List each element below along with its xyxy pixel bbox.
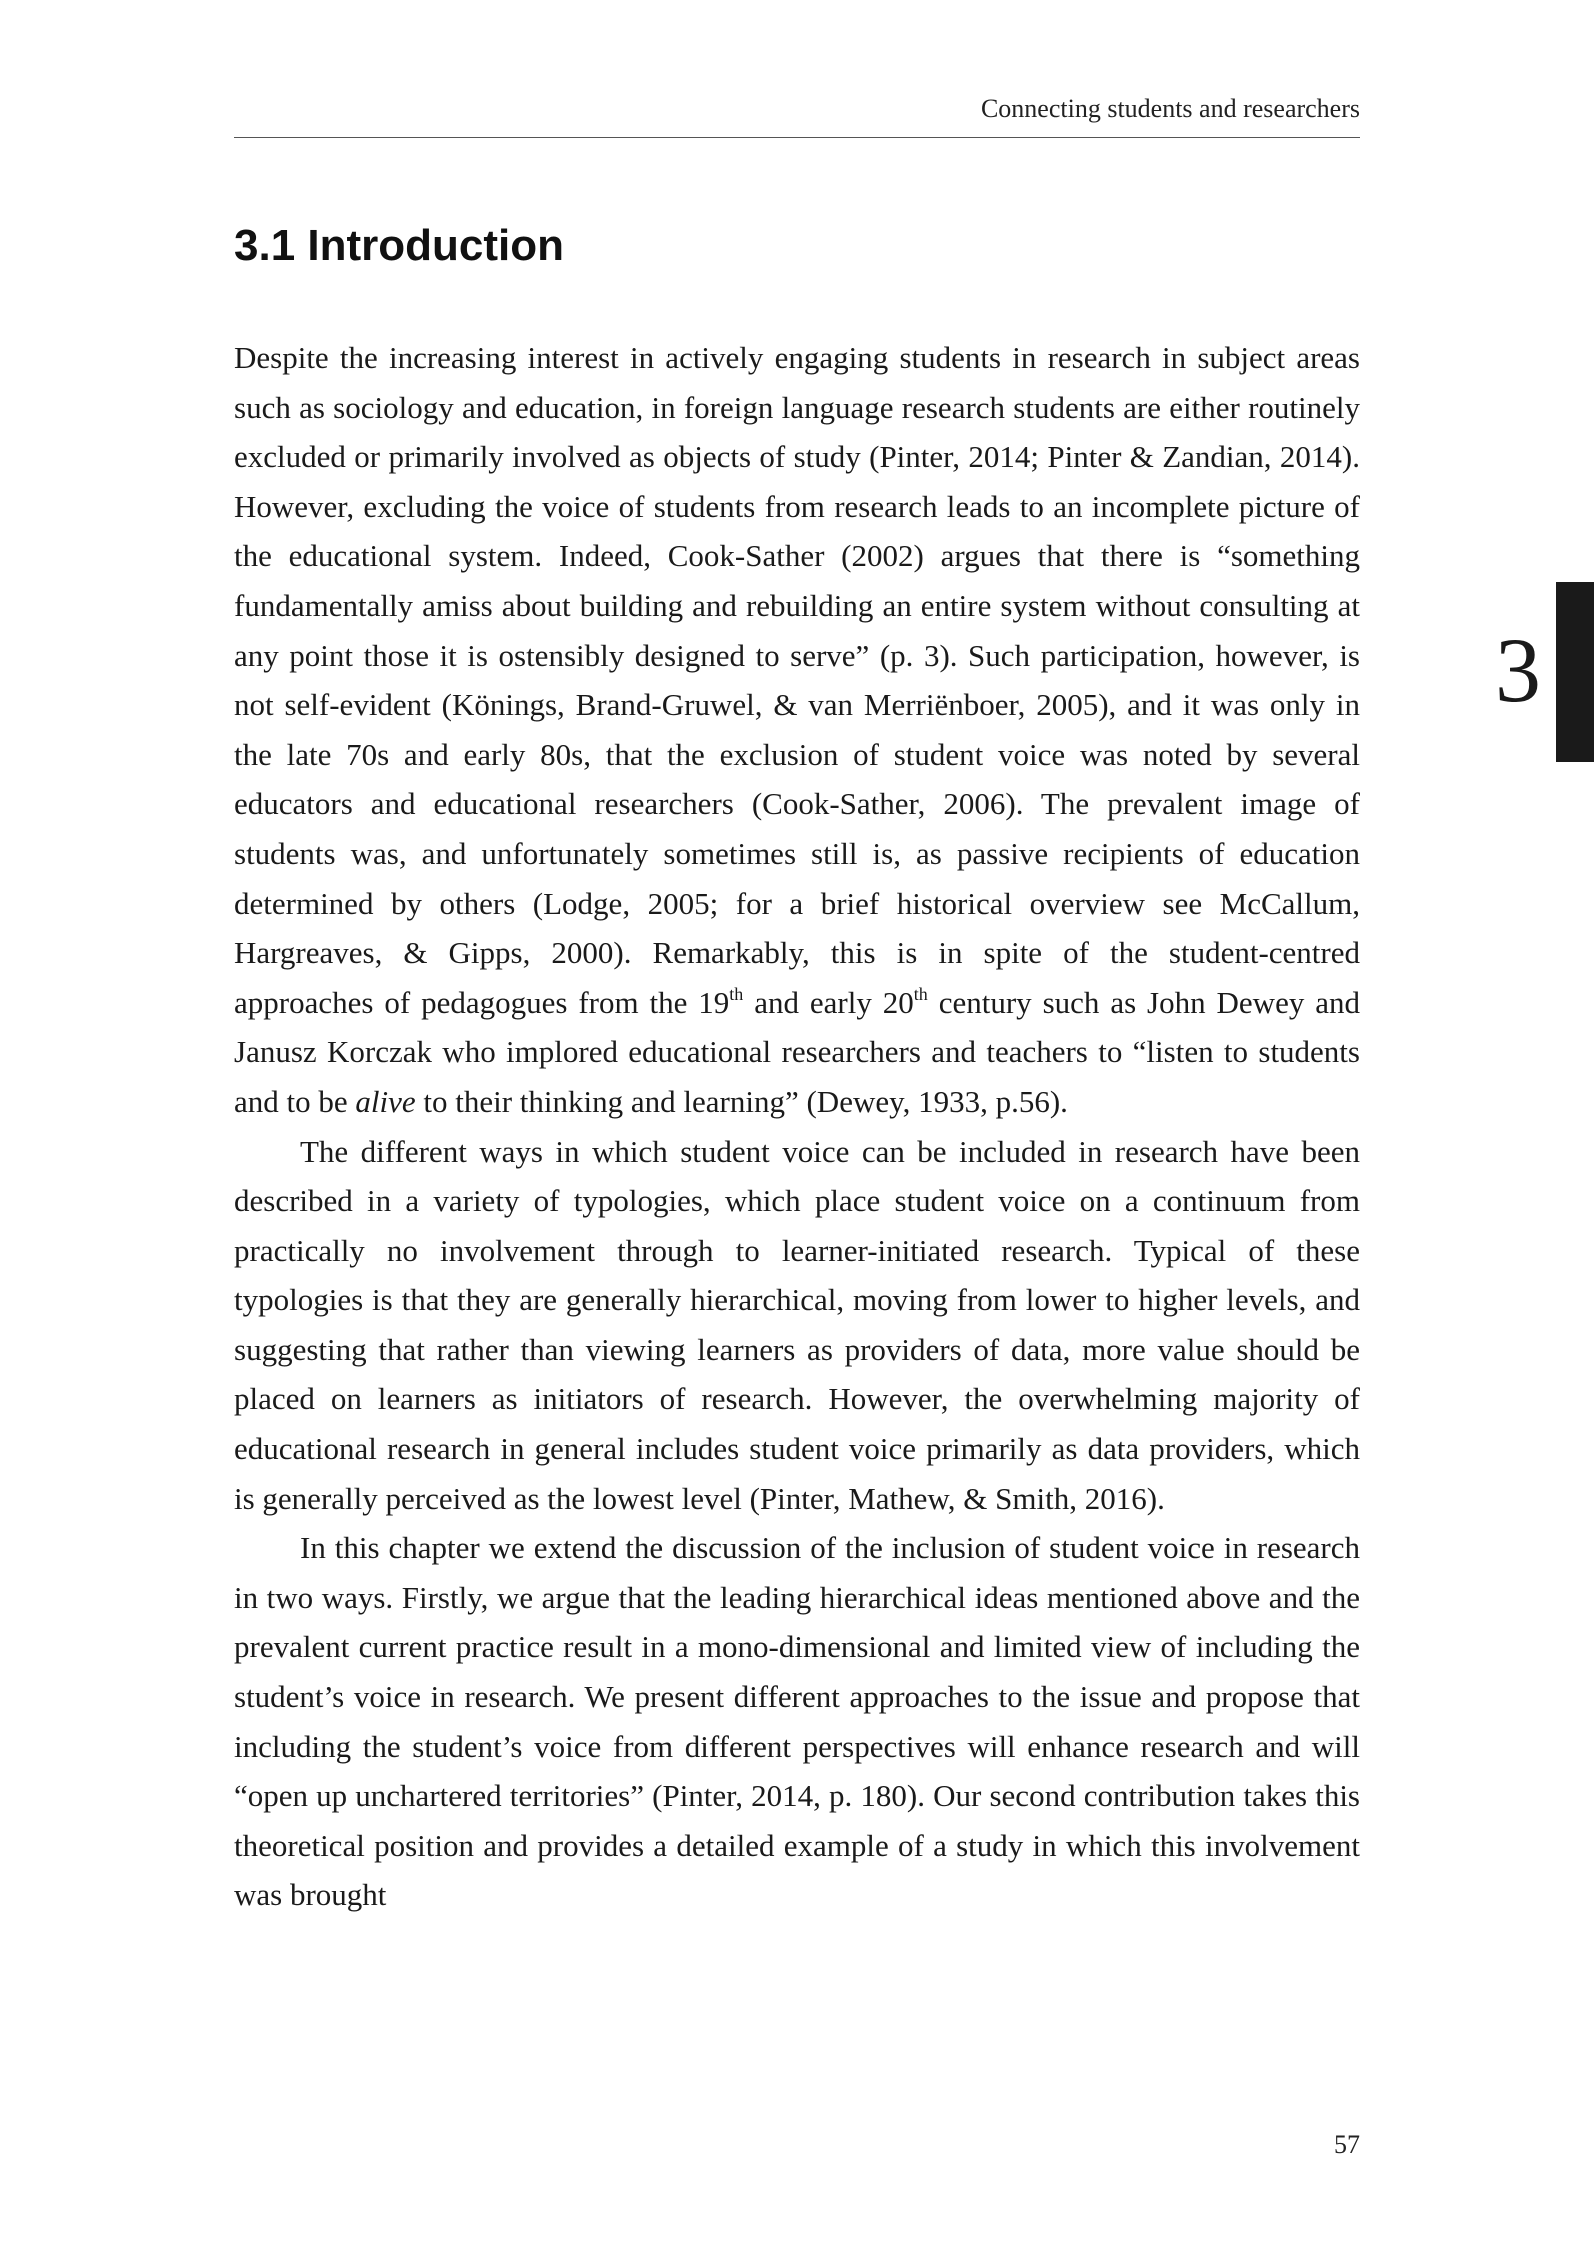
- paragraph-3: In this chapter we extend the discussion of the inclusion of student voice in research in two ways. Firstly, we argue that the leading hierarchical ideas mentioned above and the prevalent current practice result in a mono-dimensional and limited view of including the student’s voice in research. We present different approaches to the issue and propose that including the student’s voice from different perspectives will enhance research and will “open up unchartered territories” (Pinter, 2014, p. 180). Our second contribution takes this theoretical position and provides a detailed example of a study in which this involvement was brought: [234, 1530, 1360, 1913]
- paragraph-2: The different ways in which student voice can be included in research have been described in a variety of typologies, which place student voice on a continuum from practically no involvement through to learner-initiated research. Typical of these typologies is that they are generally hierarchical, moving from lower to higher levels, and suggesting that rather than viewing learners as providers of data, more value should be placed on learners as initiators of research. However, the overwhelming majority of educational research in general includes student voice primarily as data providers, which is generally perceived as the lowest level (Pinter, Mathew, & Smith, 2016).: [234, 1133, 1360, 1516]
- header-divider: [234, 137, 1360, 138]
- page-number: 57: [1334, 2130, 1360, 2159]
- emphasis-text: alive: [355, 1083, 416, 1119]
- section-heading: 3.1 Introduction: [234, 221, 564, 270]
- chapter-number: 3: [1495, 619, 1541, 721]
- ordinal-superscript: th: [729, 983, 744, 1004]
- paragraph-1-text-d: to their thinking and learning” (Dewey, 1933, p.56).: [415, 1083, 1068, 1119]
- paragraph-1-text-c: century such as John Dewey and Janusz Korczak who implored educational researchers and teachers to “listen to students and to be: [234, 984, 1360, 1119]
- running-header-title: Connecting students and researchers: [980, 94, 1360, 123]
- paragraph-1: [234, 333, 1360, 1127]
- paragraph-1-text-b: and early 20: [743, 984, 914, 1020]
- ordinal-superscript: th: [913, 983, 928, 1004]
- chapter-thumb-tab: [1556, 582, 1594, 762]
- body-text: [234, 333, 1360, 1920]
- paragraph-1-text-a: Despite the increasing interest in actively engaging students in research in subject areas such as sociology and education, in foreign language research students are either routinely excluded or primarily involved as objects of study (Pinter, 2014; Pinter & Zandian, 2014). However, excluding the voice of students from research leads to an incomplete picture of the educational system. Indeed, Cook-Sather (2002) argues that there is “something fundamentally amiss about building and rebuilding an entire system without consulting at any point those it is ostensibly designed to serve” (p. 3). Such participation, however, is not self-evident (Könings, Brand-Gruwel, & van Merriënboer, 2005), and it was only in the late 70s and early 80s, that the exclusion of student voice was noted by several educators and educational researchers (Cook-Sather, 2006). The prevalent image of students was, and unfortunately sometimes still is, as passive recipients of education determined by others (Lodge, 2005; for a brief historical overview see McCallum, Hargreaves, & Gipps, 2000). Remarkably, this is in spite of the student-centred approaches of pedagogues from the 19: [234, 340, 1360, 1020]
